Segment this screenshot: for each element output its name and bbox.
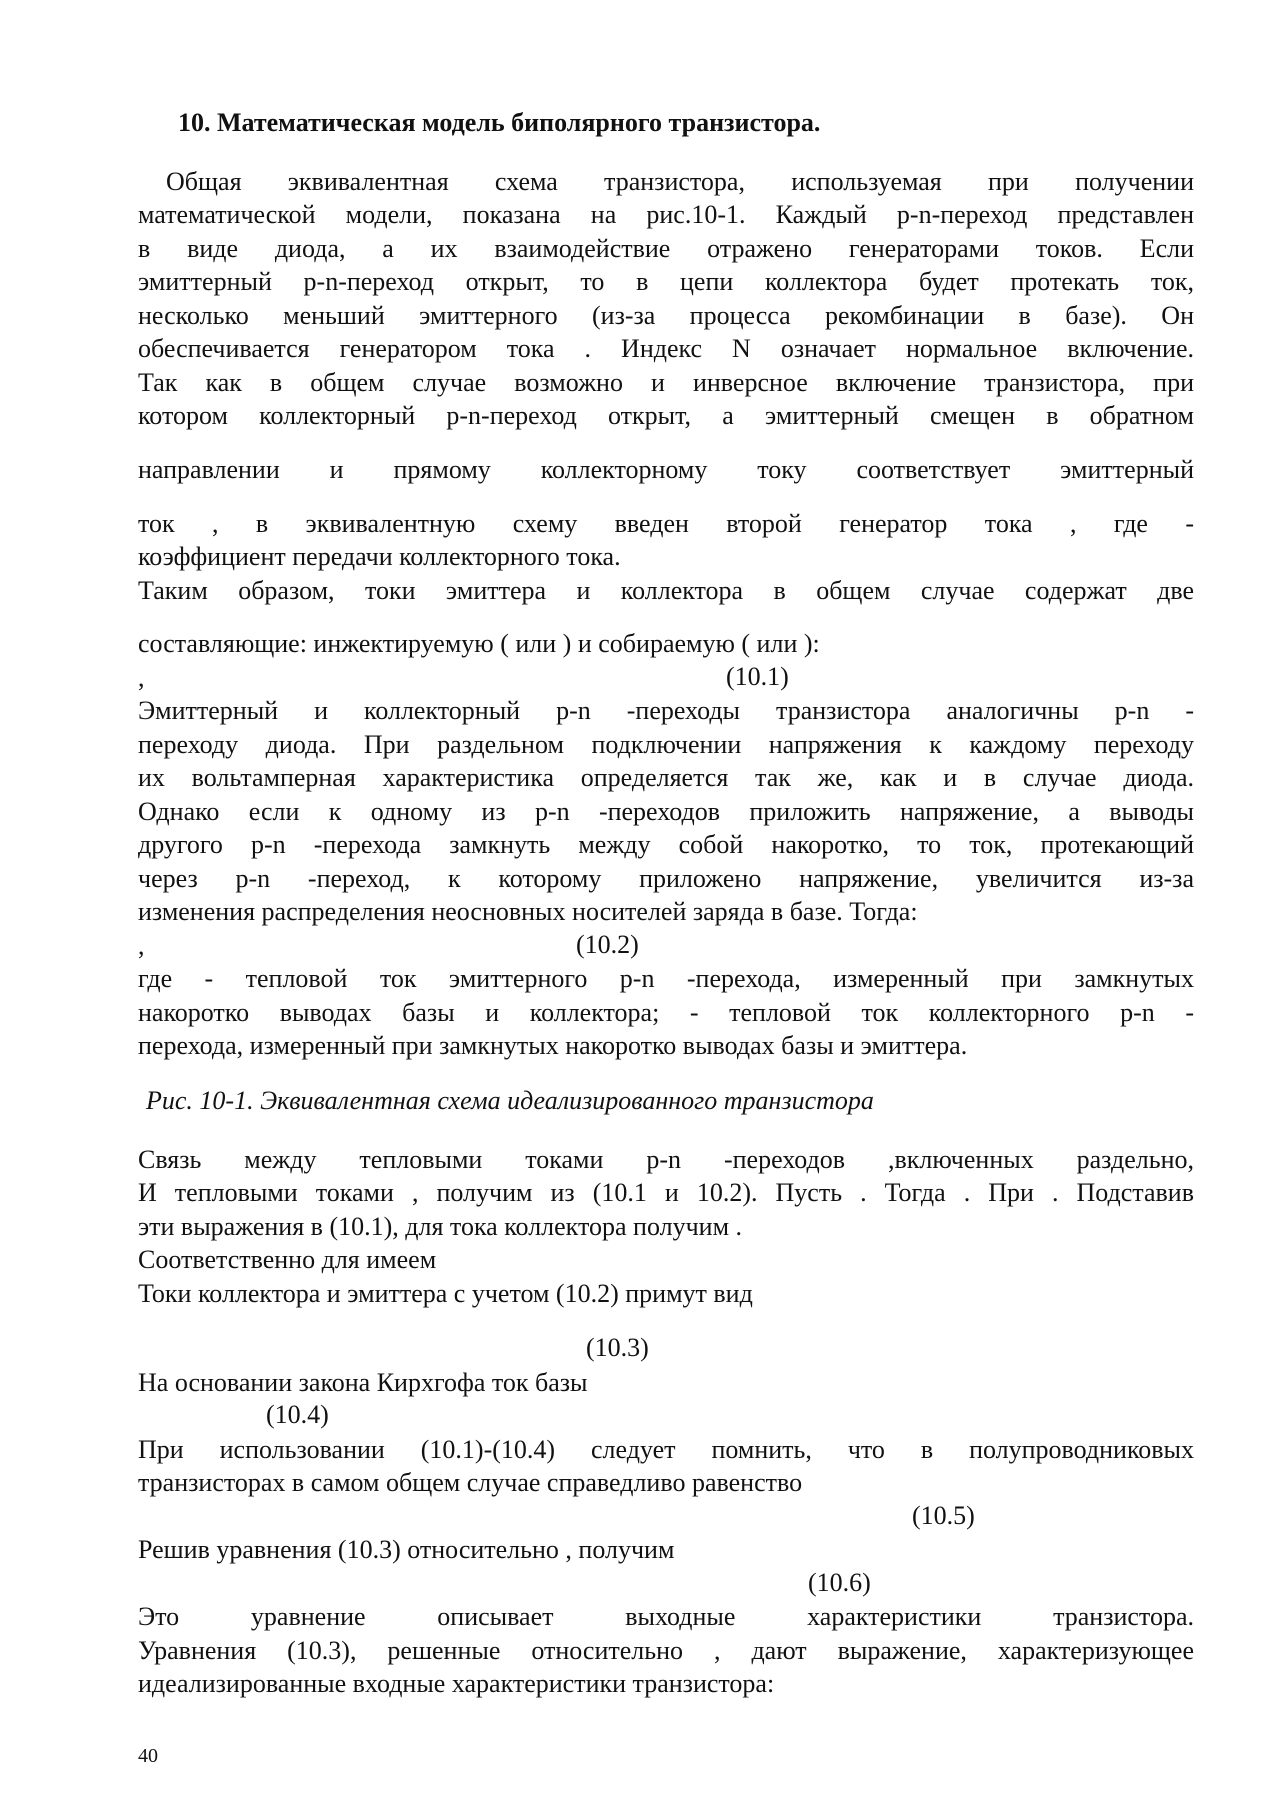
text-line: где - тепловой ток эмиттерного p-n -перехода, измеренный при замкнутых xyxy=(138,964,1194,993)
text-line: Токи коллектора и эмиттера с учетом (10.2) примут вид xyxy=(138,1279,753,1308)
text-line: через p-n -переход, к которому приложено напряжение, увеличится из-за xyxy=(138,864,1194,893)
text-line: эти выражения в (10.1), для тока коллектора получим . xyxy=(138,1212,743,1241)
equation-number: (10.4) xyxy=(266,1400,329,1429)
equation-number: (10.6) xyxy=(808,1568,871,1597)
text-line: направлении и прямому коллекторному току соответствует эмиттерный xyxy=(138,455,1194,484)
text-line: Однако если к одному из p-n -переходов приложить напряжение, а выводы xyxy=(138,797,1194,826)
text-line: Решив уравнения (10.3) относительно , получим xyxy=(138,1535,675,1564)
equation-number: (10.5) xyxy=(912,1501,975,1530)
text-line: в виде диода, а их взаимодействие отражено генераторами токов. Если xyxy=(138,234,1194,263)
text-line: накоротко выводах базы и коллектора; - тепловой ток коллекторного p-n - xyxy=(138,998,1194,1027)
text-line: перехода, измеренный при замкнутых накоротко выводах базы и эмиттера. xyxy=(138,1031,968,1060)
figure-caption: Рис. 10-1. Эквивалентная схема идеализированного транзистора xyxy=(146,1086,874,1115)
text-line: другого p-n -перехода замкнуть между собой накоротко, то ток, протекающий xyxy=(138,830,1194,859)
text-line: Это уравнение описывает выходные характеристики транзистора. xyxy=(138,1602,1194,1631)
text-line: эмиттерный p-n-переход открыт, то в цепи коллектора будет протекать ток, xyxy=(138,267,1194,296)
text-line: И тепловыми токами , получим из (10.1 и 10.2). Пусть . Тогда . При . Подставив xyxy=(138,1178,1194,1207)
text-line: переходу диода. При раздельном подключении напряжения к каждому переходу xyxy=(138,730,1194,759)
text-line: составляющие: инжектируемую ( или ) и собираемую ( или ): xyxy=(138,629,820,658)
text-line: математической модели, показана на рис.10-1. Каждый p-n-переход представлен xyxy=(138,200,1194,229)
section-title: 10. Математическая модель биполярного транзистора. xyxy=(178,108,821,137)
text-line: Эмиттерный и коллекторный p-n -переходы транзистора аналогичны p-n - xyxy=(138,696,1194,725)
text-line: идеализированные входные характеристики транзистора: xyxy=(138,1669,775,1698)
text-line: транзисторах в самом общем случае справедливо равенство xyxy=(138,1468,803,1497)
text-line: , xyxy=(138,663,145,692)
text-line: их вольтамперная характеристика определяется так же, как и в случае диода. xyxy=(138,763,1194,792)
text-line: Таким образом, токи эмиттера и коллектора в общем случае содержат две xyxy=(138,576,1194,605)
text-line: изменения распределения неосновных носителей заряда в базе. Тогда: xyxy=(138,897,918,926)
text-line: Связь между тепловыми токами p-n -переходов ,включенных раздельно, xyxy=(138,1145,1194,1174)
text-line: Уравнения (10.3), решенные относительно , дают выражение, характеризующее xyxy=(138,1636,1194,1665)
text-line: обеспечивается генератором тока . Индекс N означает нормальное включение. xyxy=(138,334,1194,363)
text-line: ток , в эквивалентную схему введен второй генератор тока , где - xyxy=(138,509,1194,538)
page-number: 40 xyxy=(138,1745,158,1767)
text-line: При использовании (10.1)-(10.4) следует помнить, что в полупроводниковых xyxy=(138,1435,1194,1464)
text-line: Так как в общем случае возможно и инверсное включение транзистора, при xyxy=(138,368,1194,397)
text-line: котором коллекторный p-n-переход открыт, а эмиттерный смещен в обратном xyxy=(138,401,1194,430)
text-line: коэффициент передачи коллекторного тока. xyxy=(138,542,621,571)
text-line: , xyxy=(138,931,145,960)
equation-number: (10.3) xyxy=(586,1333,649,1362)
equation-number: (10.1) xyxy=(726,662,789,691)
equation-number: (10.2) xyxy=(576,930,639,959)
text-line: На основании закона Кирхгофа ток базы xyxy=(138,1368,588,1397)
text-line: Общая эквивалентная схема транзистора, используемая при получении xyxy=(166,167,1194,196)
text-line: несколько меньший эмиттерного (из-за процесса рекомбинации в базе). Он xyxy=(138,301,1194,330)
text-line: Соответственно для имеем xyxy=(138,1245,437,1274)
